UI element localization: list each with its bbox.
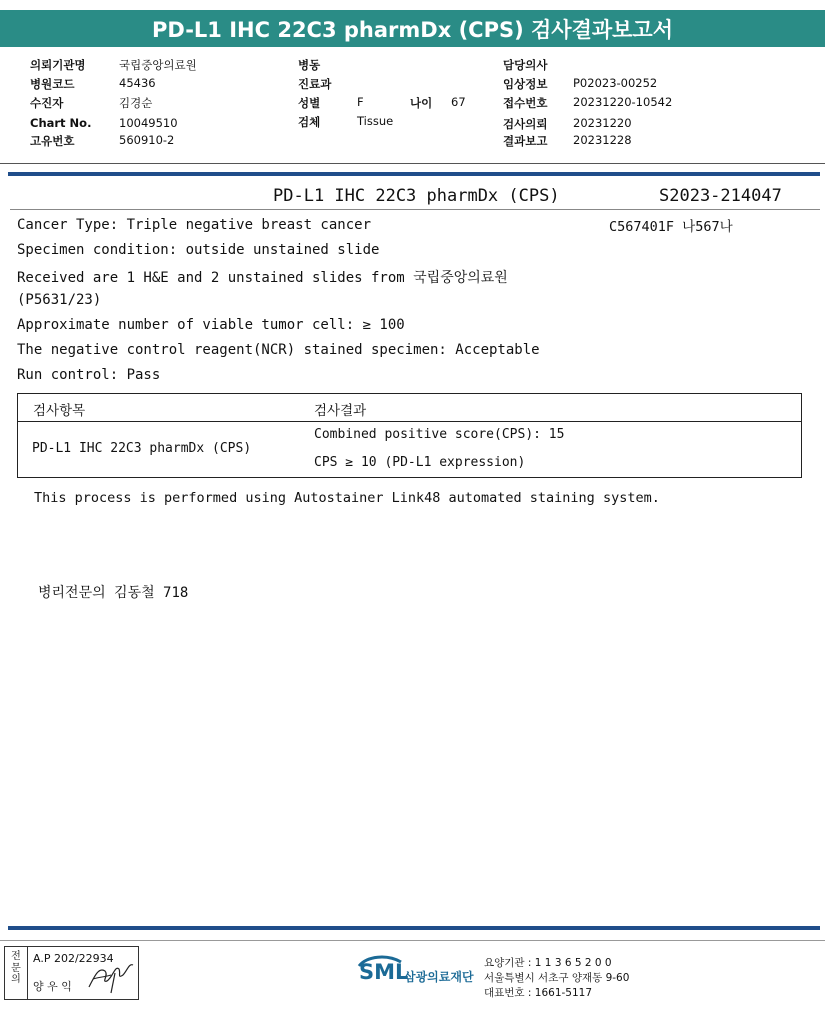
report-line-ncr: The negative control reagent(NCR) stained specimen: Acceptable: [17, 342, 540, 358]
info-value-accession-no: 20231220-10542: [573, 95, 673, 109]
info-label-institution: 의뢰기관명: [30, 58, 86, 72]
process-note: This process is performed using Autostainer Link48 automated staining system.: [34, 490, 660, 506]
table-header-divider: [18, 421, 801, 422]
title-underline: [10, 209, 820, 210]
info-label-specimen: 검체: [298, 115, 321, 129]
report-line-received: Received are 1 H&E and 2 unstained slides from 국립중앙의료원: [17, 270, 508, 286]
block-code: C567401F 나567나: [609, 219, 733, 235]
table-cell-cps-score: Combined positive score(CPS): 15: [314, 427, 565, 442]
institution-code: 요양기관 : 1 1 3 6 5 2 0 0: [484, 957, 612, 969]
foundation-name: 삼광의료재단: [404, 970, 474, 984]
info-label-age: 나이: [410, 96, 433, 110]
table-header-result: 검사결과: [314, 403, 367, 419]
report-line-tumor-cells: Approximate number of viable tumor cell: ≥ 100: [17, 317, 405, 333]
info-label-unique-no: 고유번호: [30, 134, 75, 148]
top-blue-rule: [8, 172, 820, 176]
logo-text: SML: [359, 960, 409, 984]
report-line-run-control: Run control: Pass: [17, 367, 161, 383]
bottom-blue-rule: [8, 926, 820, 930]
report-header-title: PD-L1 IHC 22C3 pharmDx (CPS) 검사결과보고서: [151, 17, 674, 42]
sml-logo: [357, 954, 477, 994]
header-divider: [0, 163, 825, 164]
info-label-chart-no: Chart No.: [30, 116, 92, 130]
info-value-institution: 국립중앙의료원: [119, 58, 197, 72]
patient-info: [0, 0, 825, 160]
pathologist-signature-line: 병리전문의 김동철 718: [38, 585, 189, 601]
handwritten-signature: [85, 953, 137, 997]
info-label-sex: 성별: [298, 96, 321, 110]
info-label-hospital-code: 병원코드: [30, 77, 75, 91]
specialist-box-label: 전 문 의: [11, 951, 21, 985]
info-label-accession-no: 접수번호: [503, 96, 548, 110]
bottom-thin-rule: [0, 940, 825, 941]
specialist-box-divider: [27, 947, 28, 999]
info-value-patient: 김경순: [119, 96, 153, 110]
report-line-specimen-condition: Specimen condition: outside unstained slide: [17, 242, 380, 258]
table-header-item: 검사항목: [33, 403, 86, 419]
info-value-clinical-info: P02023-00252: [573, 76, 658, 90]
table-cell-item: PD-L1 IHC 22C3 pharmDx (CPS): [32, 441, 252, 456]
report-number: S2023-214047: [659, 186, 782, 206]
info-value-request-date: 20231220: [573, 116, 632, 130]
info-label-department: 진료과: [298, 77, 332, 91]
report-line-pathology-no: (P5631/23): [17, 292, 102, 308]
info-label-ward: 병동: [298, 58, 321, 72]
institution-phone: 대표번호 : 1661-5117: [484, 987, 593, 999]
result-table: [17, 393, 802, 478]
info-label-doctor: 담당의사: [503, 58, 548, 72]
info-label-clinical-info: 임상정보: [503, 77, 548, 91]
info-label-report-date: 결과보고: [503, 134, 548, 148]
info-value-chart-no: 10049510: [119, 116, 178, 130]
report-line-cancer-type: Cancer Type: Triple negative breast cancer: [17, 217, 372, 233]
info-label-patient: 수진자: [30, 96, 64, 110]
info-value-report-date: 20231228: [573, 133, 632, 147]
specialist-name: 양 우 익: [33, 980, 72, 993]
info-value-unique-no: 560910-2: [119, 133, 175, 147]
specialist-box: [4, 946, 139, 1000]
report-test-title: PD-L1 IHC 22C3 pharmDx (CPS): [273, 186, 560, 206]
institution-address: 서울특별시 서초구 양재동 9-60: [484, 972, 630, 984]
info-label-request-date: 검사의뢰: [503, 117, 548, 131]
info-value-sex: F: [357, 95, 364, 109]
table-cell-cps-interpretation: CPS ≥ 10 (PD-L1 expression): [314, 455, 526, 470]
info-value-hospital-code: 45436: [119, 76, 156, 90]
info-value-specimen: Tissue: [357, 114, 394, 128]
info-value-age: 67: [451, 95, 466, 109]
ap-number: A.P 202/22934: [33, 952, 114, 965]
